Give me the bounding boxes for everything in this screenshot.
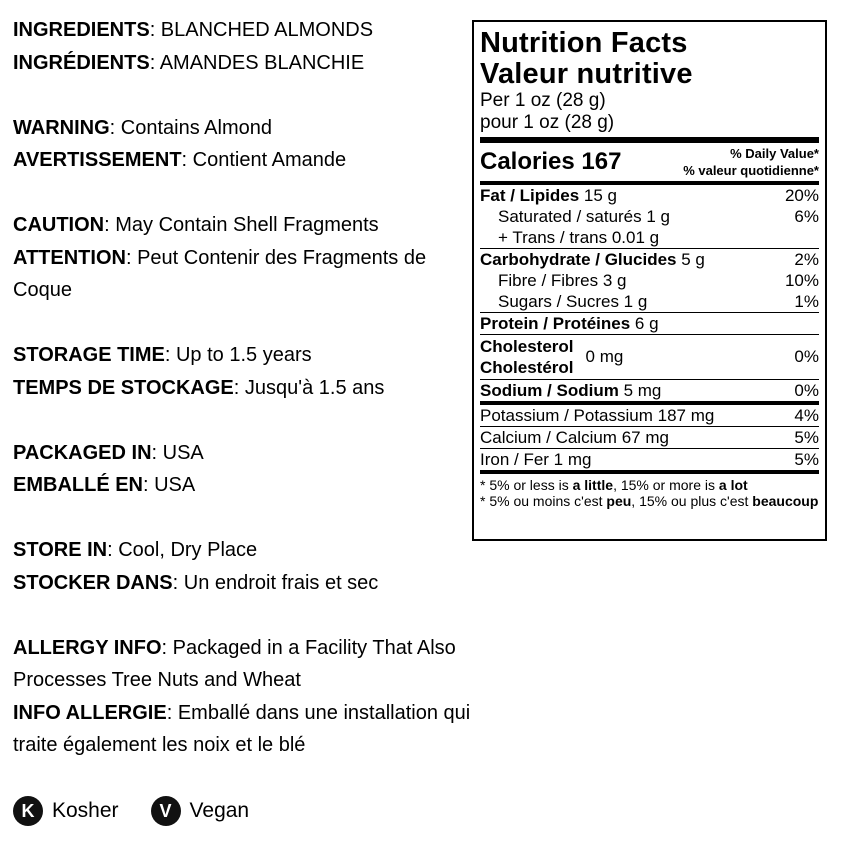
kosher-icon: K [13, 796, 43, 826]
fat-label: Fat / Lipides [480, 186, 580, 205]
sodium-dv: 0% [794, 381, 819, 400]
footnote-en-lot: a lot [718, 477, 748, 493]
cholesterol-amount: 0 mg [585, 347, 624, 366]
carbohydrate-label: Carbohydrate / Glucides [480, 250, 677, 269]
vegan-badge [151, 796, 250, 826]
kosher-badge [13, 796, 119, 826]
fibre-dv: 10% [784, 271, 819, 290]
daily-value-en: % Daily Value* [730, 146, 819, 161]
nutrition-title-en: Nutrition Facts [480, 27, 688, 59]
footnote-fr-text: * 5% ou moins c'est [480, 493, 607, 509]
potassium-row [480, 405, 819, 426]
caution-section [13, 209, 463, 307]
fat-dv: 20% [784, 186, 819, 205]
sugars-label: Sugars / Sucres 1 g [498, 292, 648, 311]
cholesterol-dv: 0% [794, 347, 819, 366]
carbohydrate-dv: 2% [794, 250, 819, 269]
protein-label: Protein / Protéines [480, 314, 631, 333]
trans-row [480, 227, 819, 248]
sodium-label: Sodium / Sodium [480, 381, 619, 400]
saturated-row [480, 206, 819, 227]
calcium-row [480, 427, 819, 448]
allergy-en-value: : Packaged in a Facility That Also Processes Tree Nuts and Wheat [13, 636, 456, 691]
warning-en-value: : Contains Almond [109, 116, 272, 139]
allergy-en-label: ALLERGY INFO [13, 636, 162, 659]
store-fr-value: : Un endroit frais et sec [172, 571, 379, 594]
ingredients-fr-label: INGRÉDIENTS [13, 51, 150, 74]
serving-size-en: Per 1 oz (28 g) [480, 90, 606, 111]
kosher-label: Kosher [52, 799, 119, 822]
fat-row [480, 185, 819, 206]
warning-en-label: WARNING [13, 116, 110, 139]
sugars-dv: 1% [794, 292, 819, 311]
fibre-row [480, 270, 819, 291]
sugars-row [480, 291, 819, 312]
allergy-fr-label: INFO ALLERGIE [13, 701, 167, 724]
footnote-fr [480, 493, 819, 509]
footnote-fr-text: , 15% ou plus c'est [631, 493, 753, 509]
footnote-en [480, 477, 819, 493]
storage-fr-label: TEMPS DE STOCKAGE [13, 376, 234, 399]
sodium-row [480, 380, 819, 401]
footnote-fr-peu: peu [606, 493, 632, 509]
product-info [13, 14, 471, 794]
carbohydrate-row [480, 249, 819, 270]
trans-label: + Trans / trans 0.01 g [498, 228, 660, 247]
certification-badges [13, 796, 281, 826]
ingredients-en-label: INGREDIENTS [13, 19, 150, 41]
caution-fr-label: ATTENTION [13, 246, 126, 269]
caution-en-value: : May Contain Shell Fragments [104, 214, 379, 236]
store-fr-label: STOCKER DANS [13, 571, 173, 594]
potassium-dv: 4% [794, 406, 819, 425]
packaged-en-value: : USA [151, 441, 204, 464]
allergy-section [13, 632, 513, 762]
iron-label: Iron / Fer 1 mg [480, 450, 592, 469]
storage-fr-value: : Jusqu'à 1.5 ans [233, 376, 385, 399]
storage-section [13, 339, 463, 404]
footnote-en-text: * 5% or less is [480, 477, 573, 493]
warning-fr-label: AVERTISSEMENT [13, 149, 182, 171]
protein-amount: 6 g [630, 314, 659, 333]
vegan-icon: V [151, 796, 181, 826]
medium-divider [480, 470, 819, 474]
footnote-fr-beaucoup: beaucoup [752, 493, 819, 509]
protein-row [480, 313, 819, 334]
daily-value-fr: % valeur quotidienne* [683, 163, 819, 178]
ingredients-en-value: : BLANCHED ALMONDS [149, 19, 374, 41]
calcium-dv: 5% [794, 428, 819, 447]
packaged-en-label: PACKAGED IN [13, 441, 152, 464]
saturated-dv: 6% [794, 207, 819, 226]
sodium-amount: 5 mg [618, 381, 662, 400]
packaged-fr-value: : USA [143, 474, 196, 496]
ingredients-section [13, 14, 463, 79]
fibre-label: Fibre / Fibres 3 g [498, 271, 627, 290]
fat-amount: 15 g [579, 186, 617, 205]
allergy-fr-value: : Emballé dans une installation qui traite également les noix et le blé [13, 701, 471, 756]
daily-value-header [683, 145, 819, 179]
saturated-label: Saturated / saturés 1 g [498, 207, 670, 226]
vegan-label: Vegan [189, 799, 250, 822]
warning-fr-value: : Contient Amande [181, 149, 347, 171]
footnote-en-little: a little [572, 477, 614, 493]
ingredients-fr-value: : AMANDES BLANCHIE [149, 51, 365, 74]
nutrition-facts-panel [472, 20, 827, 541]
footnote-en-text: , 15% or more is [613, 477, 719, 493]
cholesterol-label-fr: Cholestérol [480, 358, 574, 377]
store-section [13, 534, 463, 599]
packaged-fr-label: EMBALLÉ EN [13, 474, 143, 496]
calcium-label: Calcium / Calcium 67 mg [480, 428, 669, 447]
warning-section [13, 112, 463, 177]
store-en-label: STORE IN [13, 539, 108, 561]
calories-row [480, 143, 819, 181]
storage-en-value: : Up to 1.5 years [164, 344, 312, 366]
nutrition-title-fr: Valeur nutritive [480, 58, 693, 90]
caution-en-label: CAUTION [13, 214, 105, 236]
iron-dv: 5% [794, 450, 819, 469]
storage-en-label: STORAGE TIME [13, 344, 165, 366]
store-en-value: : Cool, Dry Place [107, 539, 258, 561]
cholesterol-row [480, 335, 819, 379]
calories-value: Calories 167 [480, 148, 622, 175]
carbohydrate-amount: 5 g [676, 250, 705, 269]
cholesterol-label-en: Cholesterol [480, 337, 574, 356]
serving-size-fr: pour 1 oz (28 g) [480, 112, 615, 133]
caution-fr-value: : Peut Contenir des Fragments de Coque [13, 246, 427, 301]
packaged-section [13, 437, 463, 502]
iron-row [480, 449, 819, 470]
potassium-label: Potassium / Potassium 187 mg [480, 406, 715, 425]
